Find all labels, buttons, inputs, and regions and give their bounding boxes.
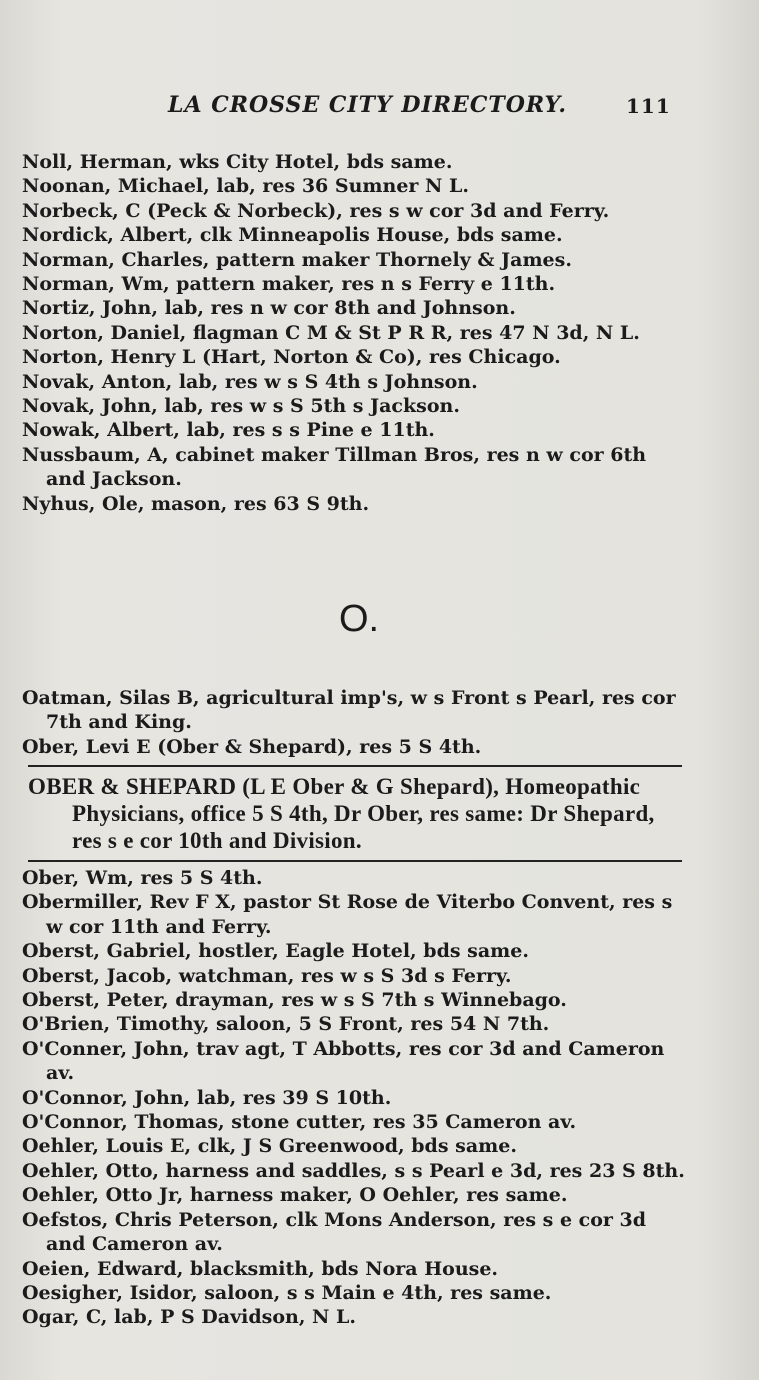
directory-entry: Norbeck, C (Peck & Norbeck), res s w cor 3d and Ferry. xyxy=(22,199,610,222)
directory-entry: Ogar, C, lab, P S Davidson, N L. xyxy=(22,1306,357,1329)
page-header xyxy=(0,92,759,122)
directory-entry: Ober, Levi E (Ober & Shepard), res 5 S 4th. xyxy=(22,735,482,758)
directory-entry: Oberst, Gabriel, hostler, Eagle Hotel, bds same. xyxy=(22,940,529,963)
running-title: LA CROSSE CITY DIRECTORY. xyxy=(168,92,568,118)
directory-entry: Nyhus, Ole, mason, res 63 S 9th. xyxy=(22,492,370,515)
directory-entry: Norton, Daniel, flagman C M & St P R R, res 47 N 3d, N L. xyxy=(22,321,640,344)
directory-entry: Oberst, Jacob, watchman, res w s S 3d s Ferry. xyxy=(22,964,512,987)
directory-entry: Ober, Wm, res 5 S 4th. xyxy=(22,867,263,889)
entries-n-list xyxy=(22,150,690,516)
directory-entry: Oatman, Silas B, agricultural imp's, w s Front s Pearl, res cor 7th and King. xyxy=(22,687,676,734)
directory-entry: Norman, Wm, pattern maker, res n s Ferry e 11th. xyxy=(22,273,556,296)
directory-entry: Oehler, Otto, harness and saddles, s s Pearl e 3d, res 23 S 8th. xyxy=(22,1159,685,1182)
directory-entry: Nowak, Albert, lab, res s s Pine e 11th. xyxy=(22,419,435,442)
directory-entry: Oehler, Louis E, clk, J S Greenwood, bds same. xyxy=(22,1135,517,1158)
page-number: 111 xyxy=(626,94,671,118)
directory-entry: Noll, Herman, wks City Hotel, bds same. xyxy=(22,151,453,173)
business-advertisement xyxy=(28,765,682,862)
directory-entry: Norman, Charles, pattern maker Thornely & James. xyxy=(22,248,572,271)
directory-entry: Oefstos, Chris Peterson, clk Mons Anderson, res s e cor 3d and Cameron av. xyxy=(22,1208,647,1256)
directory-entry: Novak, Anton, lab, res w s S 4th s Johnson. xyxy=(22,370,478,393)
entries-o-list-top xyxy=(22,686,690,759)
directory-entry: Novak, John, lab, res w s S 5th s Jackson. xyxy=(22,395,460,418)
advertisement-text: OBER & SHEPARD (L E Ober & G Shepard), Homeopathic Physicians, office 5 S 4th, Dr Ober, res same: Dr Shepard, res s e cor 10th and Division. xyxy=(28,774,655,853)
directory-entry: Nordick, Albert, clk Minneapolis House, bds same. xyxy=(22,224,563,247)
directory-entry: Oberst, Peter, drayman, res w s S 7th s Winnebago. xyxy=(22,989,567,1012)
directory-entry: Oesigher, Isidor, saloon, s s Main e 4th, res same. xyxy=(22,1281,552,1304)
directory-entry: Noonan, Michael, lab, res 36 Sumner N L. xyxy=(22,175,469,198)
directory-entry: O'Connor, Thomas, stone cutter, res 35 Cameron av. xyxy=(22,1111,577,1134)
section-heading-o: O. xyxy=(338,598,380,640)
directory-entry: Norton, Henry L (Hart, Norton & Co), res Chicago. xyxy=(22,346,561,369)
directory-entry: O'Connor, John, lab, res 39 S 10th. xyxy=(22,1086,392,1109)
directory-entry: Oeien, Edward, blacksmith, bds Nora House. xyxy=(22,1257,499,1280)
directory-entry: Obermiller, Rev F X, pastor St Rose de Viterbo Convent, res s w cor 11th and Ferry. xyxy=(22,891,673,938)
directory-entry: Oehler, Otto Jr, harness maker, O Oehler, res same. xyxy=(22,1184,568,1207)
entries-o-list-bottom xyxy=(22,866,690,1330)
directory-entry: Nortiz, John, lab, res n w cor 8th and Johnson. xyxy=(22,297,516,320)
directory-entry: O'Conner, John, trav agt, T Abbotts, res cor 3d and Cameron av. xyxy=(22,1037,665,1085)
directory-entry: O'Brien, Timothy, saloon, 5 S Front, res 54 N 7th. xyxy=(22,1013,550,1036)
directory-entry: Nussbaum, A, cabinet maker Tillman Bros, res n w cor 6th and Jackson. xyxy=(22,443,647,491)
